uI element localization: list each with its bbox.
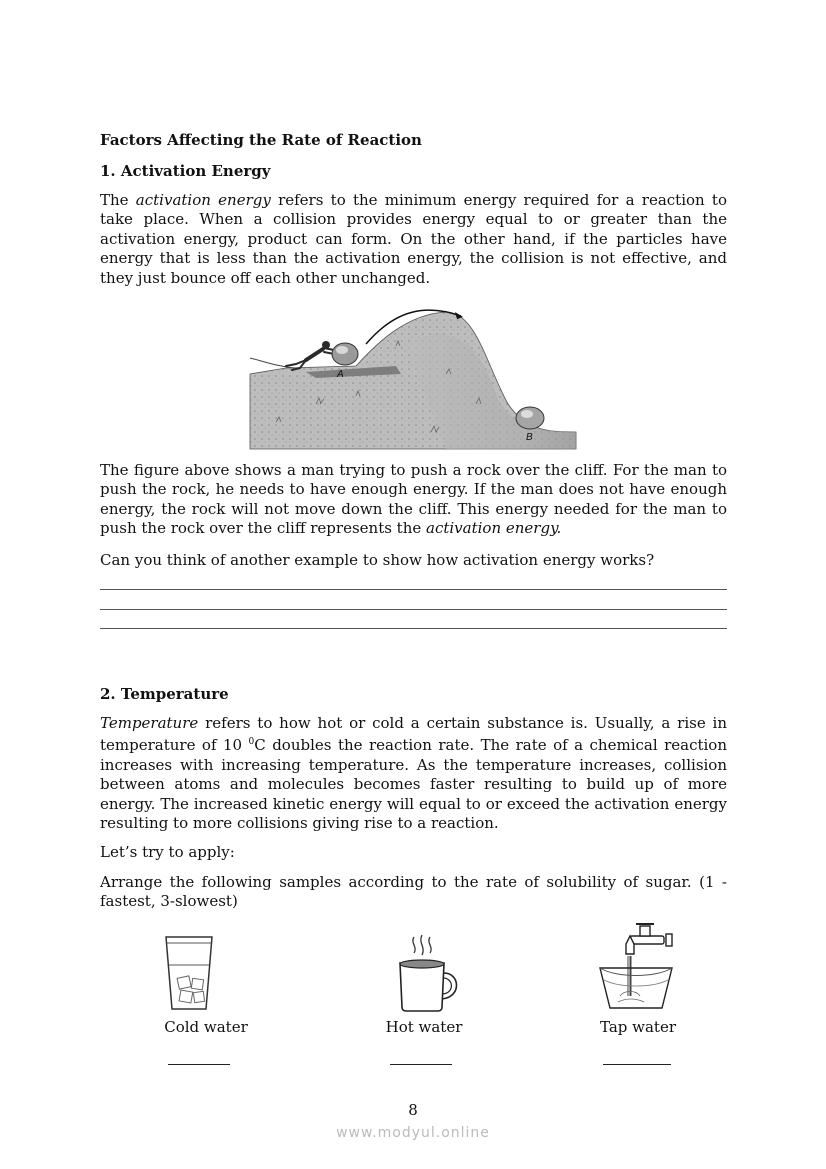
rock-b: [516, 407, 544, 429]
man-figure: [286, 341, 334, 370]
answer-line-1[interactable]: [100, 589, 727, 590]
label-cold-water: Cold water: [164, 1018, 248, 1036]
activation-energy-paragraph: The activation energy refers to the minimum energy required for a reaction to take place. When a collision provides energy equal to or greater than the activation energy, product can form. On the other hand, if the particles have energy that is less than the activation energy, the collision is not effective, and they just bounce off each other unchanged.: [100, 191, 727, 287]
label-a: A: [337, 369, 344, 380]
arrange-instruction: Arrange the following samples according to the rate of solubility of sugar. (1 -fastest, 3-slowest): [100, 873, 727, 911]
temperature-paragraph: Temperature refers to how hot or cold a certain substance is. Usually, a rise in temperature of 10 $^0$C doubles the reaction rate. The rate of a chemical reaction increases with increasing temperature. As the temperature increases, collision between atoms and molecules becomes faster resulting to build up of more energy. The increased kinetic energy will equal to or exceed the activation energy resulting to more collisions giving rise to a reaction.: [100, 714, 728, 833]
watermark: www.modyul.online: [336, 1125, 490, 1141]
apply-prompt: Let’s try to apply:: [100, 843, 235, 861]
answer-blank-tap-water[interactable]: [603, 1064, 671, 1065]
page-title: Factors Affecting the Rate of Reaction: [100, 131, 422, 149]
hot-water-icon: [390, 933, 466, 1013]
question-text: Can you think of another example to show how activation energy works?: [100, 551, 655, 569]
activation-energy-figure: [246, 304, 580, 452]
label-hot-water: Hot water: [385, 1018, 463, 1036]
tap-water-icon: [596, 922, 678, 1014]
answer-line-3[interactable]: [100, 628, 727, 629]
figure-explanation-paragraph: The figure above shows a man trying to push a rock over the cliff. For the man to push the rock, he needs to have enough energy. If the man does not have enough energy, the rock will not move down the cliff. This energy needed for the man to push the rock over the cliff represents the activation energy.: [100, 461, 727, 538]
label-b: B: [526, 432, 533, 443]
answer-line-2[interactable]: [100, 609, 727, 610]
page-number: 8: [408, 1101, 418, 1119]
section-heading-activation-energy: 1. Activation Energy: [100, 162, 271, 180]
label-tap-water: Tap water: [599, 1018, 676, 1036]
answer-blank-cold-water[interactable]: [168, 1064, 230, 1065]
rock-a: [332, 343, 358, 365]
section-heading-temperature: 2. Temperature: [100, 685, 229, 703]
cold-water-icon: [160, 933, 218, 1013]
term-activation-energy: activation energy: [135, 191, 271, 209]
answer-blank-hot-water[interactable]: [390, 1064, 452, 1065]
